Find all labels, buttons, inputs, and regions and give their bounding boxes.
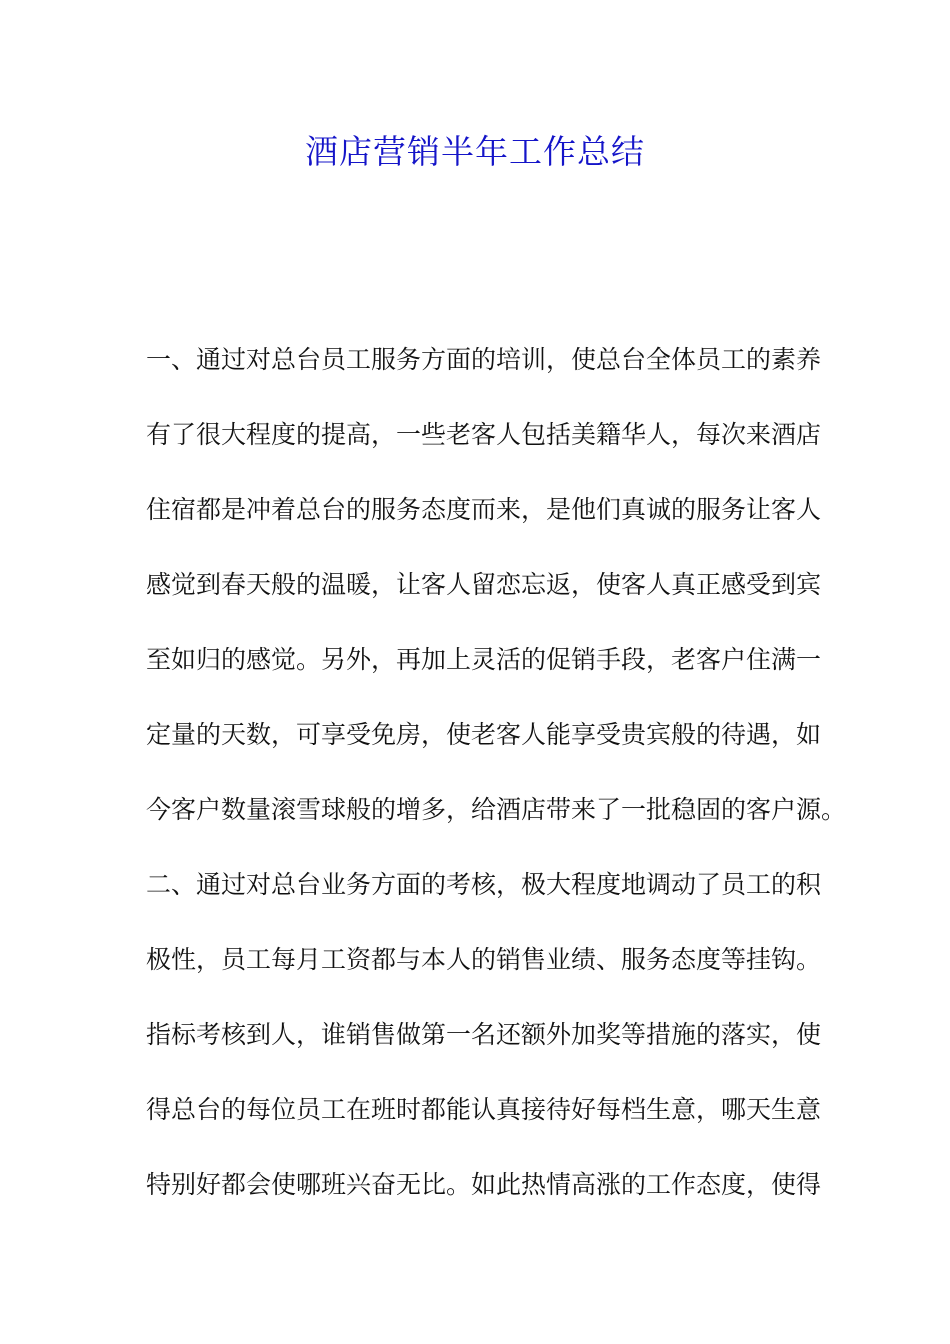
text-line: 二、通过对总台业务方面的考核，极大程度地调动了员工的积 — [146, 870, 822, 899]
text-line: 得总台的每位员工在班时都能认真接待好每档生意，哪天生意 — [146, 1095, 822, 1124]
text-line: 特别好都会使哪班兴奋无比。如此热情高涨的工作态度，使得 — [146, 1170, 822, 1199]
text-line: 至如归的感觉。另外，再加上灵活的促销手段，老客户住满一 — [146, 645, 822, 674]
text-line: 一、通过对总台员工服务方面的培训，使总台全体员工的素养 — [146, 345, 822, 374]
document-body — [146, 340, 847, 1240]
text-line: 今客户数量滚雪球般的增多，给酒店带来了一批稳固的客户源。 — [146, 795, 847, 824]
document-title: 酒店营销半年工作总结 — [305, 132, 645, 171]
text-line: 感觉到春天般的温暖，让客人留恋忘返，使客人真正感受到宾 — [146, 570, 822, 599]
text-line: 住宿都是冲着总台的服务态度而来，是他们真诚的服务让客人 — [146, 495, 822, 524]
text-line: 指标考核到人，谁销售做第一名还额外加奖等措施的落实，使 — [146, 1020, 822, 1049]
text-line: 有了很大程度的提高，一些老客人包括美籍华人，每次来酒店 — [146, 420, 822, 449]
text-line: 定量的天数，可享受免房，使老客人能享受贵宾般的待遇，如 — [146, 720, 822, 749]
text-line: 极性，员工每月工资都与本人的销售业绩、服务态度等挂钩。 — [146, 945, 822, 974]
